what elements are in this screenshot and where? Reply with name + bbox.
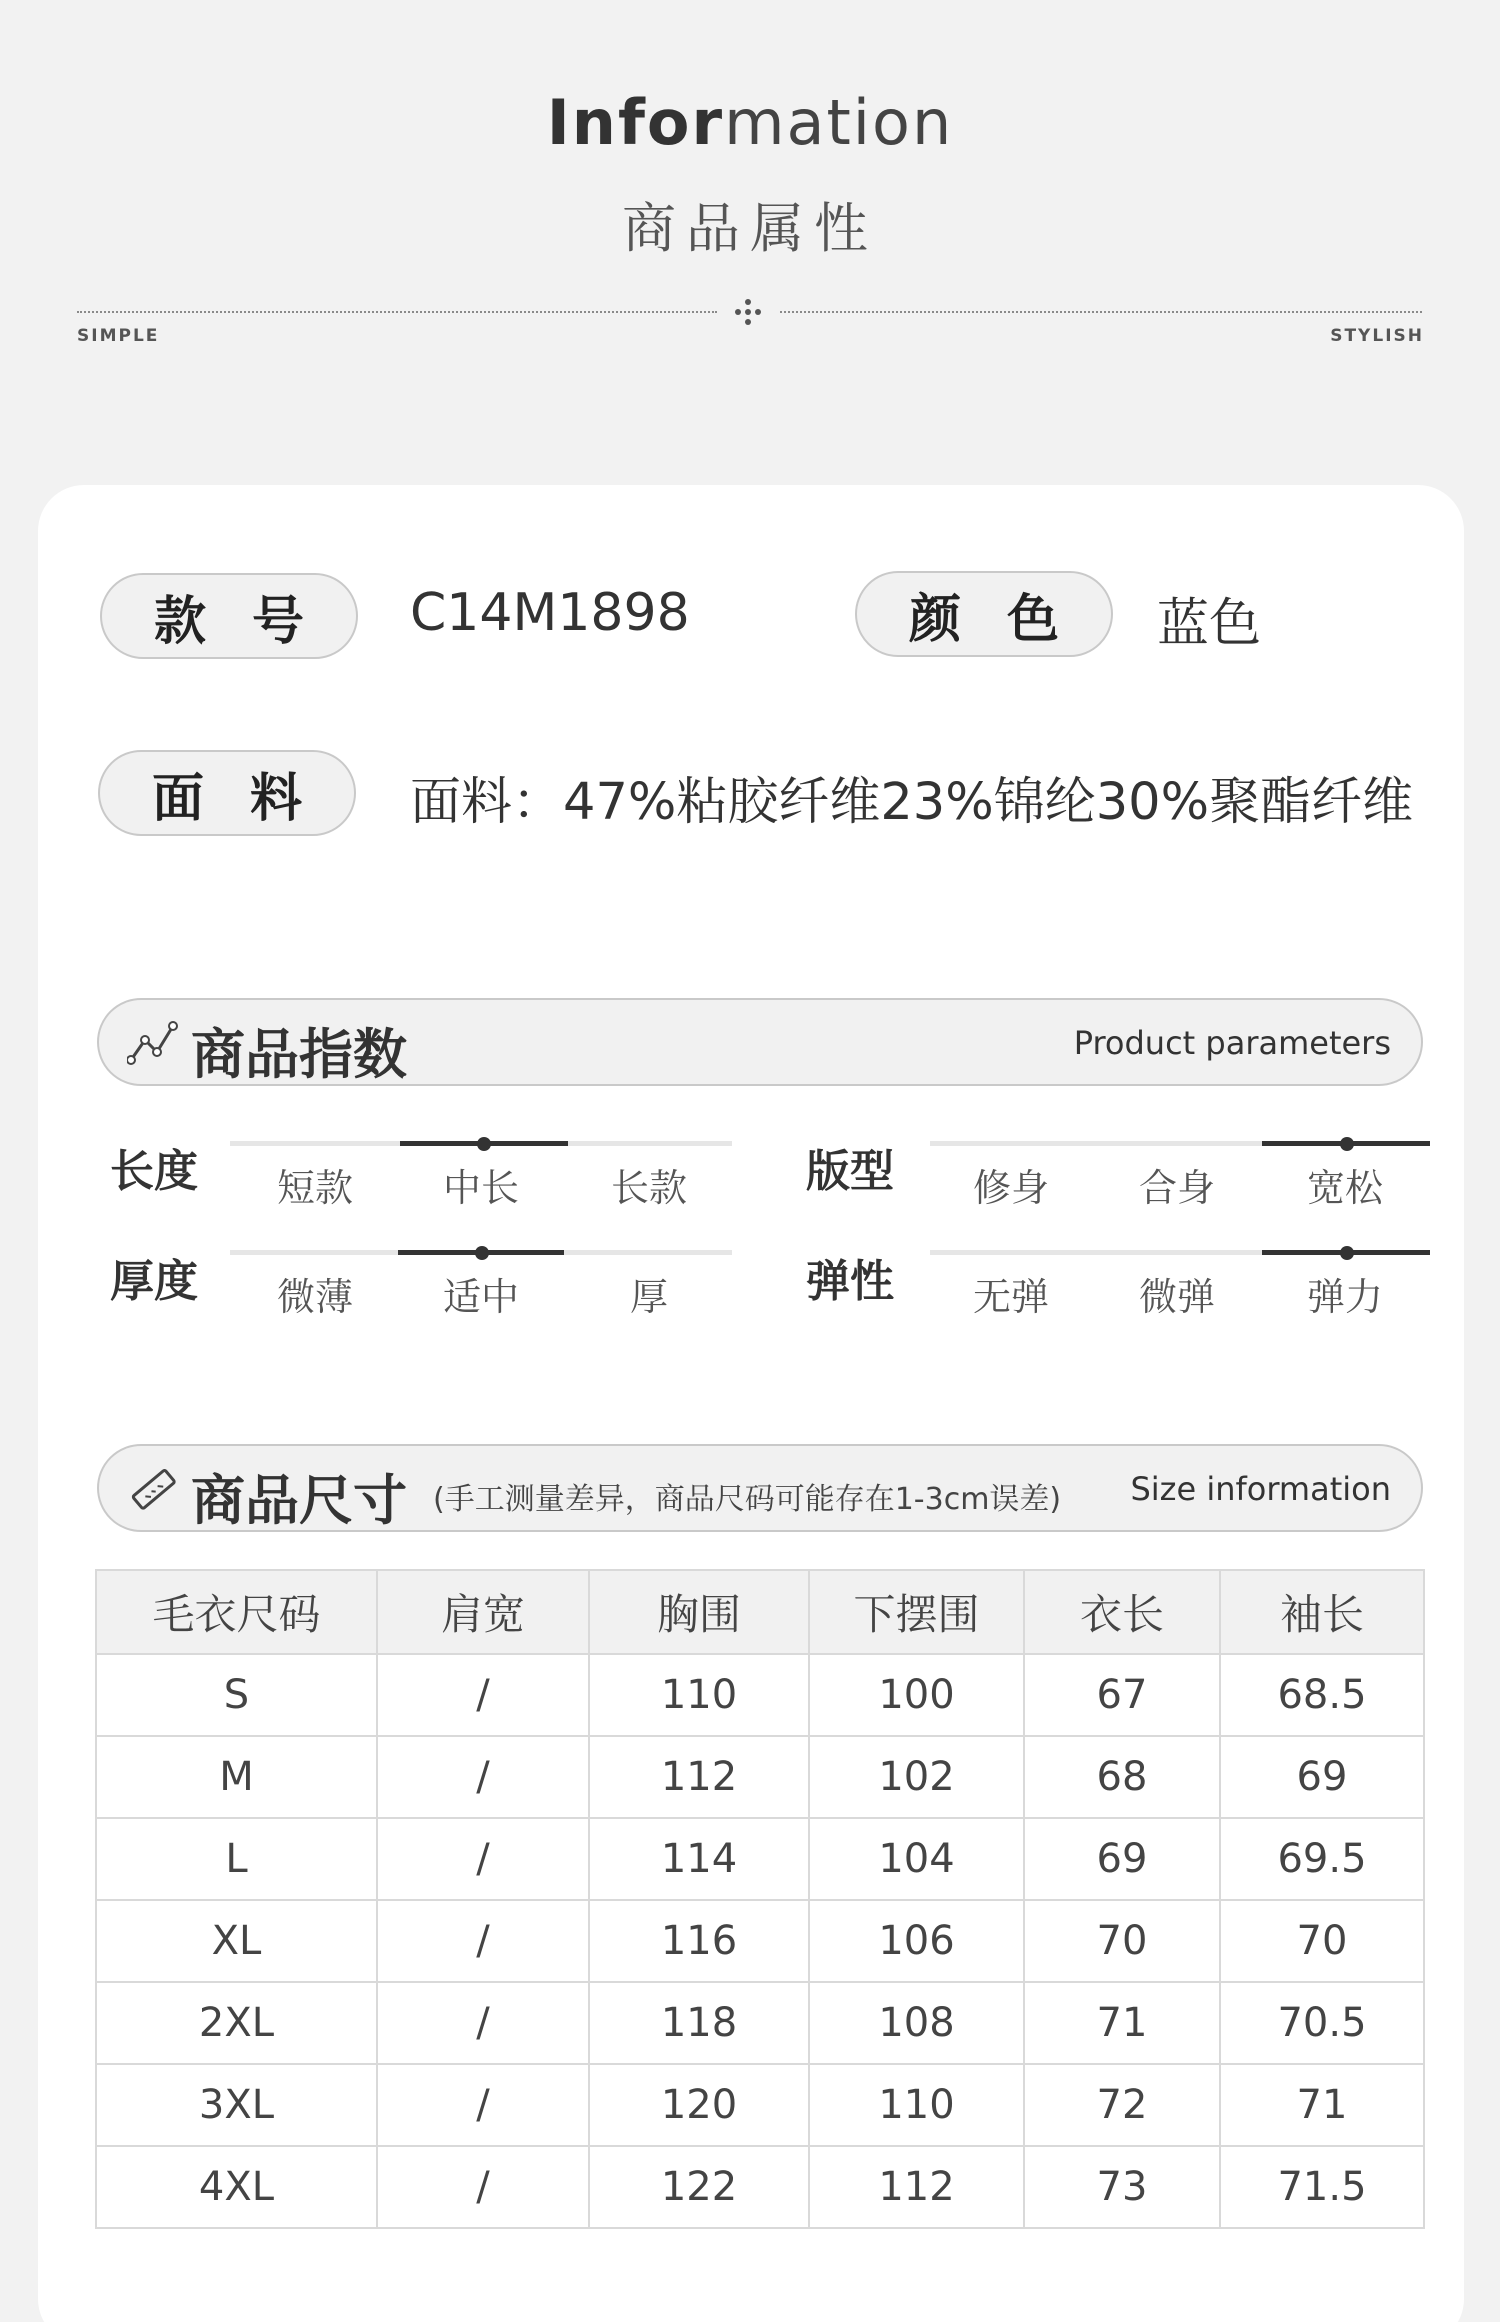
param-option: 短款	[276, 1166, 353, 1210]
param-option: 厚	[629, 1275, 668, 1319]
table-cell: 108	[809, 1982, 1024, 2064]
column-header: 胸围	[589, 1570, 809, 1654]
params-title: 商品指数	[191, 1023, 407, 1086]
table-cell: 69.5	[1220, 1818, 1424, 1900]
table-cell: S	[96, 1654, 377, 1736]
table-cell: 122	[589, 2146, 809, 2228]
ruler-icon	[127, 1464, 179, 1516]
table-cell: 104	[809, 1818, 1024, 1900]
table-cell: 120	[589, 2064, 809, 2146]
table-row	[96, 1900, 1424, 1982]
param-option: 微薄	[276, 1275, 353, 1319]
divider-left	[77, 311, 717, 313]
color-label: 颜 色	[855, 571, 1113, 657]
cross-ornament-icon	[728, 292, 768, 332]
size-table	[95, 1569, 1425, 2229]
color-value: 蓝色	[1157, 594, 1262, 654]
table-cell: 70	[1024, 1900, 1220, 1982]
param-label-length: 长度	[110, 1146, 198, 1197]
size-note: (手工测量差异，商品尺码可能存在1-3cm误差)	[433, 1482, 1062, 1517]
table-cell: 71	[1024, 1982, 1220, 2064]
param-option-selected: 弹力	[1306, 1275, 1383, 1319]
tag-stylish: STYLISH	[1330, 326, 1424, 346]
param-option: 合身	[1138, 1166, 1215, 1210]
column-header: 衣长	[1024, 1570, 1220, 1654]
table-cell: XL	[96, 1900, 377, 1982]
table-cell: 70.5	[1220, 1982, 1424, 2064]
table-header-row	[96, 1570, 1424, 1654]
table-cell: 67	[1024, 1654, 1220, 1736]
table-cell: 116	[589, 1900, 809, 1982]
table-cell: 102	[809, 1736, 1024, 1818]
table-row	[96, 1736, 1424, 1818]
param-marker-thickness	[475, 1246, 489, 1260]
param-label-thickness: 厚度	[110, 1256, 198, 1307]
table-cell: 110	[809, 2064, 1024, 2146]
table-row	[96, 2146, 1424, 2228]
table-cell: 69	[1024, 1818, 1220, 1900]
param-option-selected: 中长	[442, 1166, 519, 1210]
table-cell: 106	[809, 1900, 1024, 1982]
params-en-title: Product parameters	[1073, 1024, 1391, 1062]
style-no-label: 款 号	[100, 573, 358, 659]
table-cell: M	[96, 1736, 377, 1818]
information-title	[0, 86, 1500, 159]
table-row	[96, 1982, 1424, 2064]
fabric-label: 面 料	[98, 750, 356, 836]
table-cell: 100	[809, 1654, 1024, 1736]
tag-simple: SIMPLE	[77, 326, 160, 346]
size-table-body	[96, 1654, 1424, 2228]
size-section-header	[97, 1444, 1423, 1532]
table-cell: /	[377, 2146, 589, 2228]
table-row	[96, 1818, 1424, 1900]
params-section-header	[97, 998, 1423, 1086]
param-option: 无弹	[972, 1275, 1049, 1319]
column-header: 袖长	[1220, 1570, 1424, 1654]
table-cell: /	[377, 1654, 589, 1736]
param-option: 长款	[610, 1166, 687, 1210]
table-cell: 112	[589, 1736, 809, 1818]
page-subtitle: 商品属性	[622, 197, 878, 260]
param-option-selected: 宽松	[1306, 1166, 1383, 1210]
table-row	[96, 2064, 1424, 2146]
table-cell: 112	[809, 2146, 1024, 2228]
column-header: 下摆围	[809, 1570, 1024, 1654]
table-row	[96, 1654, 1424, 1736]
param-marker-length	[477, 1137, 491, 1151]
table-cell: 68.5	[1220, 1654, 1424, 1736]
param-option-selected: 适中	[442, 1275, 519, 1319]
table-cell: 70	[1220, 1900, 1424, 1982]
table-cell: 3XL	[96, 2064, 377, 2146]
title-bold-part: Infor	[546, 86, 725, 159]
line-chart-icon	[127, 1018, 179, 1070]
table-cell: 73	[1024, 2146, 1220, 2228]
column-header: 毛衣尺码	[96, 1570, 377, 1654]
param-marker-fit	[1340, 1137, 1354, 1151]
table-cell: 4XL	[96, 2146, 377, 2228]
table-cell: 69	[1220, 1736, 1424, 1818]
fabric-value: 面料：47%粘胶纤维23%锦纶30%聚酯纤维	[410, 773, 1414, 832]
table-cell: 71	[1220, 2064, 1424, 2146]
column-header: 肩宽	[377, 1570, 589, 1654]
table-cell: L	[96, 1818, 377, 1900]
table-cell: 114	[589, 1818, 809, 1900]
size-title: 商品尺寸	[191, 1469, 407, 1532]
size-en-title: Size information	[1130, 1470, 1391, 1508]
table-cell: /	[377, 1900, 589, 1982]
table-cell: /	[377, 1818, 589, 1900]
table-cell: /	[377, 1736, 589, 1818]
table-cell: /	[377, 2064, 589, 2146]
param-label-elasticity: 弹性	[806, 1256, 894, 1307]
param-option: 修身	[972, 1166, 1049, 1210]
table-cell: 118	[589, 1982, 809, 2064]
style-no-value: C14M1898	[410, 583, 690, 643]
table-cell: 110	[589, 1654, 809, 1736]
table-cell: 71.5	[1220, 2146, 1424, 2228]
param-marker-elasticity	[1340, 1246, 1354, 1260]
table-cell: 72	[1024, 2064, 1220, 2146]
param-option: 微弹	[1138, 1275, 1215, 1319]
table-cell: /	[377, 1982, 589, 2064]
table-cell: 2XL	[96, 1982, 377, 2064]
param-label-fit: 版型	[806, 1146, 894, 1197]
table-cell: 68	[1024, 1736, 1220, 1818]
title-light-part: mation	[724, 86, 954, 159]
divider-right	[780, 311, 1422, 313]
